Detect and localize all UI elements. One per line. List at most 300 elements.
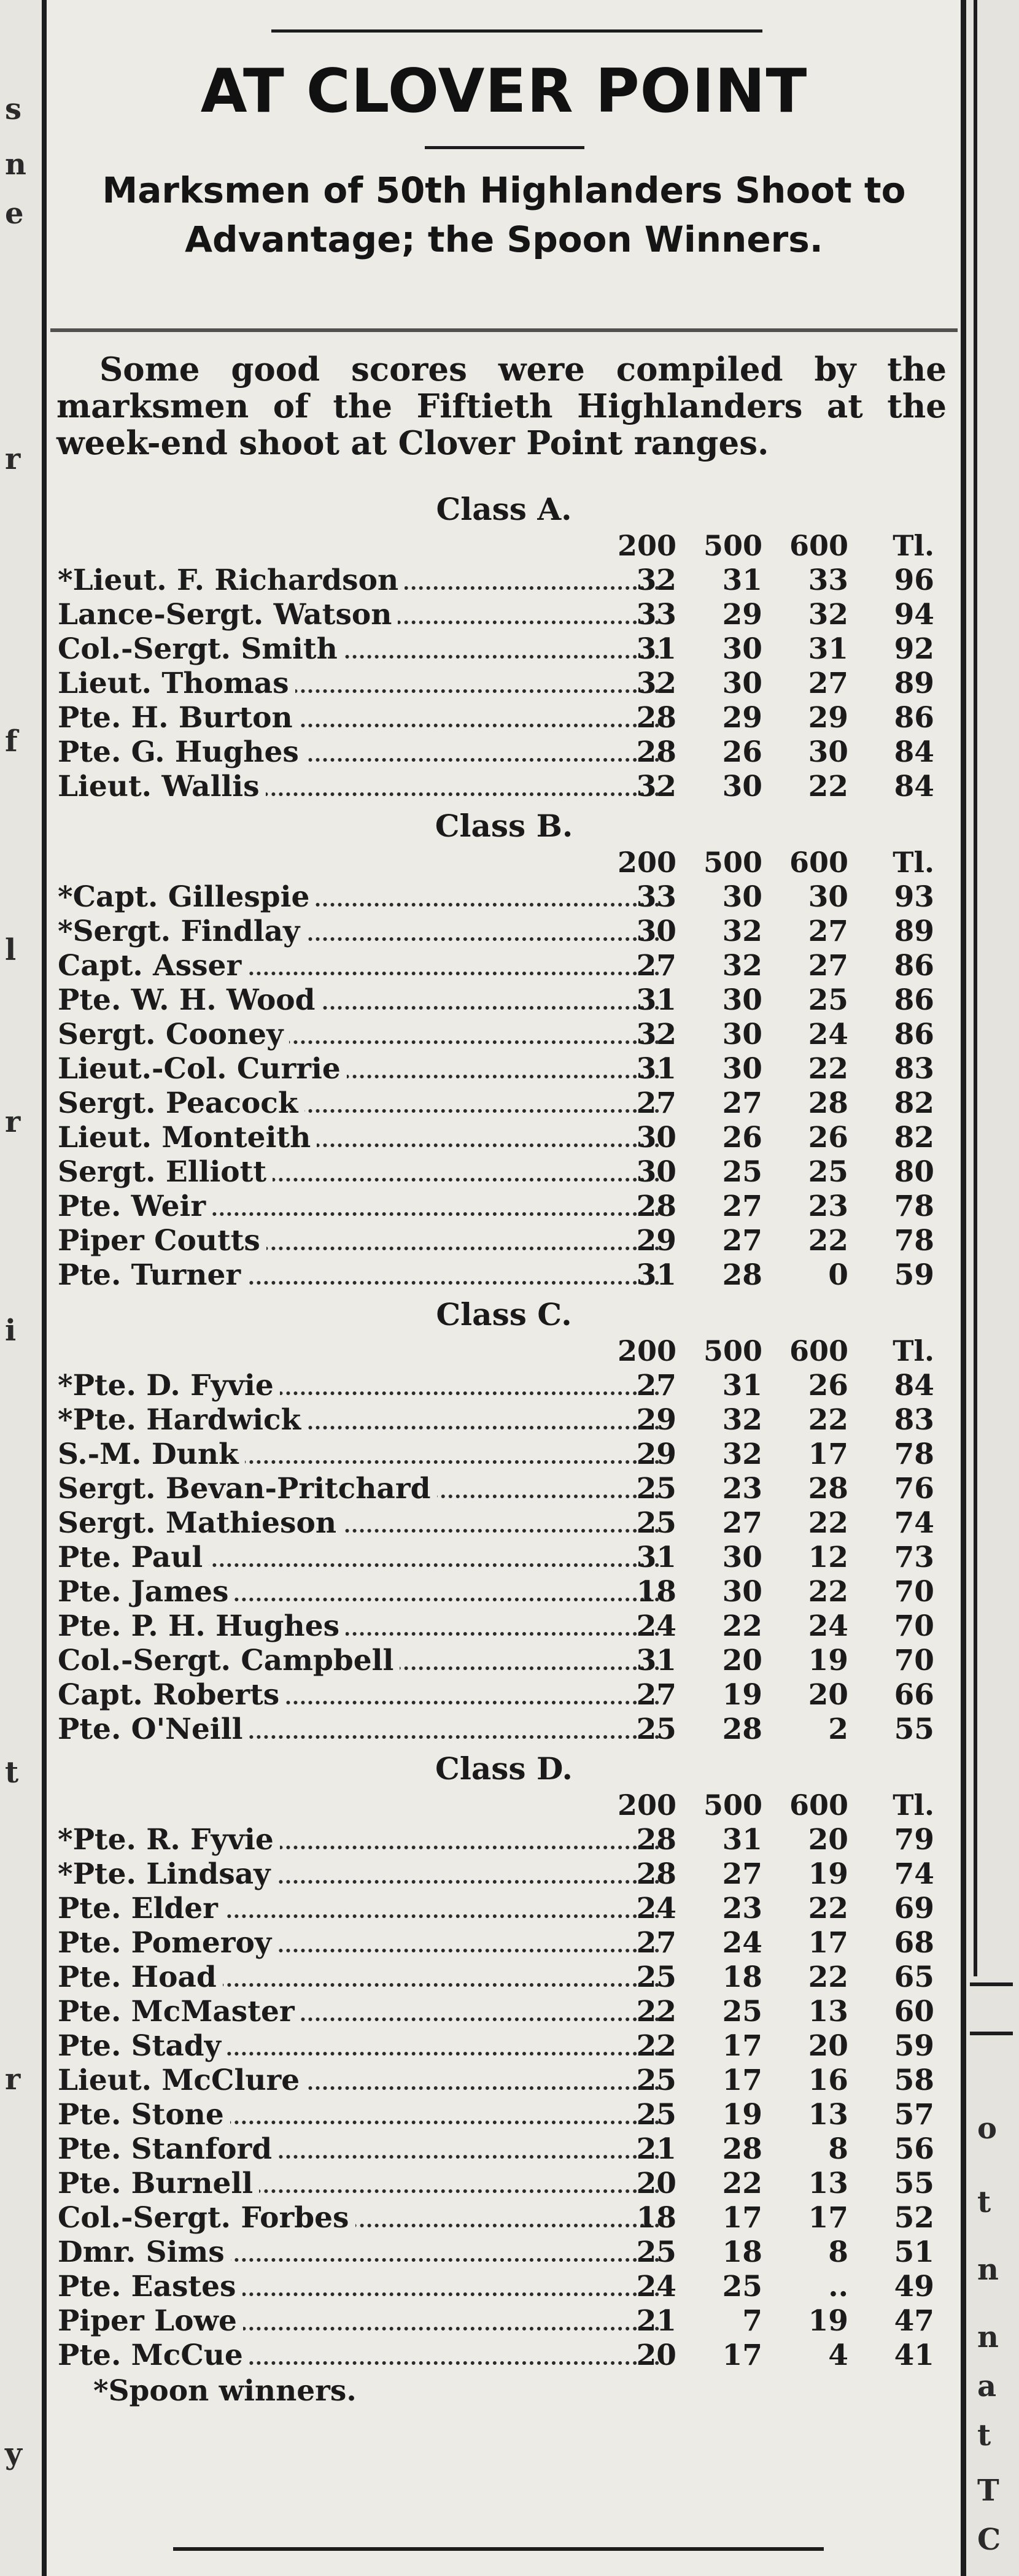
column-header: 500 xyxy=(703,529,762,562)
shooter-name-cell xyxy=(58,1575,659,1609)
score-600: 8 xyxy=(828,2235,848,2269)
score-500: 29 xyxy=(722,701,762,735)
score-500: 30 xyxy=(722,1541,762,1574)
score-row xyxy=(50,1189,958,1224)
score-200: 28 xyxy=(636,1823,676,1857)
score-500: 30 xyxy=(722,667,762,700)
score-500: 17 xyxy=(722,2338,762,2372)
shooter-name-cell xyxy=(58,1403,659,1437)
shooter-name-cell xyxy=(58,2167,659,2200)
score-200: 31 xyxy=(636,1258,676,1292)
shooter-name-cell xyxy=(58,2235,659,2269)
column-header: 600 xyxy=(789,1789,848,1822)
score-total: 78 xyxy=(894,1189,934,1223)
score-total: 89 xyxy=(894,915,934,948)
shooter-name-cell xyxy=(58,701,659,735)
shooter-name: Pte. W. H. Wood xyxy=(58,983,322,1017)
shooter-name: *Lieut. F. Richardson xyxy=(58,563,405,597)
score-500: 18 xyxy=(722,1960,762,1994)
margin-fragment: T xyxy=(977,2474,999,2508)
column-header: 500 xyxy=(703,846,762,879)
score-row xyxy=(50,2167,958,2201)
margin-fragment: r xyxy=(5,2062,21,2097)
score-600: 17 xyxy=(808,1437,848,1471)
shooter-name-cell xyxy=(58,949,659,983)
score-600: 22 xyxy=(808,1575,848,1609)
score-total: 59 xyxy=(894,1258,934,1292)
shooter-name: Piper Coutts xyxy=(58,1224,266,1258)
score-200: 25 xyxy=(636,1472,676,1506)
score-row xyxy=(50,1086,958,1121)
column-header: 200 xyxy=(617,529,676,562)
score-500: 25 xyxy=(722,1155,762,1189)
score-600: 27 xyxy=(808,667,848,700)
score-600: 24 xyxy=(808,1609,848,1643)
score-500: 32 xyxy=(722,1403,762,1437)
shooter-name: Pte. Eastes xyxy=(58,2270,242,2303)
margin-fragment: i xyxy=(5,1313,17,1348)
score-600: 16 xyxy=(808,2064,848,2097)
shooter-name: Sergt. Cooney xyxy=(58,1018,289,1051)
inner-rule xyxy=(974,0,977,1976)
score-row xyxy=(50,949,958,983)
class-heading: Class A. xyxy=(436,491,572,527)
shooter-name: Sergt. Elliott xyxy=(58,1155,273,1189)
class-heading: Class C. xyxy=(436,1296,572,1332)
margin-fragment: s xyxy=(5,92,22,126)
score-200: 33 xyxy=(636,880,676,914)
shooter-name: *Sergt. Findlay xyxy=(58,915,306,948)
margin-fragment: l xyxy=(5,933,17,967)
column-header: 200 xyxy=(617,846,676,879)
shooter-name: *Pte. Hardwick xyxy=(58,1403,307,1437)
score-500: 31 xyxy=(722,1823,762,1857)
shooter-name: Col.-Sergt. Campbell xyxy=(58,1644,400,1677)
score-total: 78 xyxy=(894,1224,934,1258)
score-200: 21 xyxy=(636,2304,676,2338)
shooter-name-cell xyxy=(58,1018,659,1051)
margin-rule xyxy=(970,1982,1013,1986)
shooter-name: Lieut. McClure xyxy=(58,2064,306,2097)
shooter-name-cell xyxy=(58,2029,659,2063)
score-row xyxy=(50,1960,958,1995)
score-200: 31 xyxy=(636,983,676,1017)
score-200: 18 xyxy=(636,1575,676,1609)
score-total: 80 xyxy=(894,1155,934,1189)
shooter-name: Piper Lowe xyxy=(58,2304,243,2338)
score-200: 28 xyxy=(636,701,676,735)
column-header: Tl. xyxy=(893,1789,934,1822)
score-200: 27 xyxy=(636,949,676,983)
margin-fragment: n xyxy=(977,2320,999,2354)
shooter-name: Pte. Elder xyxy=(58,1892,224,1925)
score-600: 22 xyxy=(808,1960,848,1994)
class-heading: Class B. xyxy=(435,808,573,844)
score-500: 27 xyxy=(722,1189,762,1223)
column-header-row xyxy=(50,846,958,880)
score-row xyxy=(50,1121,958,1155)
score-row xyxy=(50,1052,958,1086)
score-500: 32 xyxy=(722,1437,762,1471)
score-500: 17 xyxy=(722,2201,762,2235)
shooter-name-cell xyxy=(58,880,659,914)
score-200: 18 xyxy=(636,2201,676,2235)
score-200: 31 xyxy=(636,1052,676,1086)
bottom-rule xyxy=(173,2547,824,2551)
score-total: 74 xyxy=(894,1506,934,1540)
margin-fragment: n xyxy=(977,2253,999,2287)
column-header: 500 xyxy=(703,1334,762,1367)
shooter-name: Pte. Paul xyxy=(58,1541,209,1574)
score-200: 31 xyxy=(636,632,676,666)
shooter-name: *Pte. Lindsay xyxy=(58,1857,276,1891)
score-total: 70 xyxy=(894,1609,934,1643)
score-600: 13 xyxy=(808,2098,848,2132)
score-500: 30 xyxy=(722,1575,762,1609)
shooter-name: Col.-Sergt. Smith xyxy=(58,632,344,666)
score-500: 30 xyxy=(722,880,762,914)
score-total: 55 xyxy=(894,2167,934,2200)
score-600: 19 xyxy=(808,2304,848,2338)
score-total: 55 xyxy=(894,1712,934,1746)
score-200: 33 xyxy=(636,598,676,632)
shooter-name: Lieut. Thomas xyxy=(58,667,295,700)
score-600: 13 xyxy=(808,1995,848,2029)
score-row xyxy=(50,1155,958,1189)
score-600: 25 xyxy=(808,983,848,1017)
score-600: 22 xyxy=(808,1892,848,1925)
score-200: 27 xyxy=(636,1369,676,1402)
intro-paragraph: Some good scores were compiled by the marksmen of the Fiftieth Highlanders at the week-end shoot at Clover Point ranges. xyxy=(56,350,947,462)
score-total: 70 xyxy=(894,1644,934,1677)
score-row xyxy=(50,2201,958,2235)
shooter-name-cell xyxy=(58,1472,659,1506)
shooter-name: Pte. G. Hughes xyxy=(58,735,305,769)
left-adjacent-column xyxy=(0,0,43,2576)
shooter-name-cell xyxy=(58,735,659,769)
score-row xyxy=(50,2132,958,2167)
shooter-name: Capt. Asser xyxy=(58,949,247,983)
shooter-name-cell xyxy=(58,1926,659,1960)
score-row xyxy=(50,2270,958,2304)
shooter-name: *Pte. R. Fyvie xyxy=(58,1823,280,1857)
score-row xyxy=(50,1224,958,1258)
footnote: *Spoon winners. xyxy=(93,2374,357,2408)
deck-rule xyxy=(50,328,958,332)
score-600: 24 xyxy=(808,1018,848,1051)
shooter-name-cell xyxy=(58,2098,659,2132)
shooter-name: Sergt. Bevan-Pritchard xyxy=(58,1472,437,1506)
score-total: 70 xyxy=(894,1575,934,1609)
score-row xyxy=(50,598,958,632)
score-500: 19 xyxy=(722,1678,762,1712)
shooter-name: *Pte. D. Fyvie xyxy=(58,1369,280,1402)
score-total: 68 xyxy=(894,1926,934,1960)
shooter-name-cell xyxy=(58,1121,659,1155)
shooter-name-cell xyxy=(58,1189,659,1223)
column-header: 500 xyxy=(703,1789,762,1822)
shooter-name: S.-M. Dunk xyxy=(58,1437,245,1471)
score-row xyxy=(50,1892,958,1926)
score-total: 52 xyxy=(894,2201,934,2235)
score-total: 66 xyxy=(894,1678,934,1712)
score-total: 92 xyxy=(894,632,934,666)
score-row xyxy=(50,1926,958,1960)
score-500: 28 xyxy=(722,1712,762,1746)
shooter-name-cell xyxy=(58,1369,659,1402)
score-500: 27 xyxy=(722,1224,762,1258)
score-600: 29 xyxy=(808,701,848,735)
score-row xyxy=(50,1437,958,1472)
column-header-row xyxy=(50,529,958,563)
shooter-name: Pte. Stanford xyxy=(58,2132,278,2166)
margin-fragment: t xyxy=(977,2185,991,2219)
score-row xyxy=(50,667,958,701)
article-column xyxy=(50,0,958,2576)
shooter-name-cell xyxy=(58,1541,659,1574)
score-500: 30 xyxy=(722,1018,762,1051)
score-total: 65 xyxy=(894,1960,934,1994)
score-500: 25 xyxy=(722,2270,762,2303)
score-200: 31 xyxy=(636,1644,676,1677)
shooter-name-cell xyxy=(58,770,659,803)
score-200: 31 xyxy=(636,1541,676,1574)
score-row xyxy=(50,2098,958,2132)
score-total: 58 xyxy=(894,2064,934,2097)
score-row xyxy=(50,1712,958,1747)
score-row xyxy=(50,2064,958,2098)
top-rule xyxy=(271,29,762,33)
margin-fragment: r xyxy=(5,442,21,476)
score-total: 82 xyxy=(894,1121,934,1155)
score-200: 29 xyxy=(636,1403,676,1437)
column-header: 600 xyxy=(789,1334,848,1367)
shooter-name-cell xyxy=(58,1609,659,1643)
score-600: 17 xyxy=(808,1926,848,1960)
score-500: 30 xyxy=(722,770,762,803)
score-total: 49 xyxy=(894,2270,934,2303)
score-row xyxy=(50,2338,958,2373)
shooter-name-cell xyxy=(58,1086,659,1120)
shooter-name: Pte. McCue xyxy=(58,2338,249,2372)
score-200: 27 xyxy=(636,1678,676,1712)
score-600: 25 xyxy=(808,1155,848,1189)
score-row xyxy=(50,1823,958,1857)
column-header: Tl. xyxy=(893,846,934,879)
shooter-name: Col.-Sergt. Forbes xyxy=(58,2201,355,2235)
shooter-name: Pte. McMaster xyxy=(58,1995,301,2029)
score-row xyxy=(50,1857,958,1892)
score-total: 69 xyxy=(894,1892,934,1925)
score-600: 27 xyxy=(808,949,848,983)
shooter-name-cell xyxy=(58,1857,659,1891)
headline: AT CLOVER POINT xyxy=(200,56,808,126)
shooter-name: Lance-Sergt. Watson xyxy=(58,598,398,632)
score-600: 30 xyxy=(808,880,848,914)
score-row xyxy=(50,735,958,770)
column-rule-left xyxy=(42,0,47,2576)
score-500: 31 xyxy=(722,563,762,597)
score-total: 60 xyxy=(894,1995,934,2029)
score-500: 29 xyxy=(722,598,762,632)
score-row xyxy=(50,770,958,804)
score-200: 32 xyxy=(636,1018,676,1051)
score-600: 12 xyxy=(808,1541,848,1574)
shooter-name-cell xyxy=(58,2201,659,2235)
column-header-row xyxy=(50,1789,958,1823)
shooter-name: Pte. Stone xyxy=(58,2098,230,2132)
score-row xyxy=(50,1575,958,1609)
margin-fragment: e xyxy=(5,196,24,231)
shooter-name-cell xyxy=(58,2304,659,2338)
score-total: 78 xyxy=(894,1437,934,1471)
score-200: 24 xyxy=(636,2270,676,2303)
shooter-name-cell xyxy=(58,915,659,948)
shooter-name-cell xyxy=(58,598,659,632)
score-500: 24 xyxy=(722,1926,762,1960)
score-row xyxy=(50,1472,958,1506)
score-total: 79 xyxy=(894,1823,934,1857)
shooter-name: Lieut.-Col. Currie xyxy=(58,1052,347,1086)
shooter-name-cell xyxy=(58,1892,659,1925)
shooter-name: Pte. Turner xyxy=(58,1258,247,1292)
score-total: 94 xyxy=(894,598,934,632)
margin-fragment: t xyxy=(5,1755,19,1790)
score-500: 30 xyxy=(722,632,762,666)
score-row xyxy=(50,880,958,915)
score-200: 25 xyxy=(636,1506,676,1540)
shooter-name: Pte. Burnell xyxy=(58,2167,259,2200)
score-600: 13 xyxy=(808,2167,848,2200)
score-600: 20 xyxy=(808,1678,848,1712)
score-row xyxy=(50,1506,958,1541)
subheadline: Marksmen of 50th Highlanders Shoot to Advantage; the Spoon Winners. xyxy=(102,169,906,260)
score-total: 47 xyxy=(894,2304,934,2338)
score-200: 28 xyxy=(636,735,676,769)
score-200: 24 xyxy=(636,1609,676,1643)
score-total: 74 xyxy=(894,1857,934,1891)
score-200: 22 xyxy=(636,2029,676,2063)
shooter-name-cell xyxy=(58,1258,659,1292)
score-600: 0 xyxy=(828,1258,848,1292)
score-500: 30 xyxy=(722,1052,762,1086)
score-500: 19 xyxy=(722,2098,762,2132)
score-500: 27 xyxy=(722,1857,762,1891)
margin-fragment: a xyxy=(977,2369,997,2404)
score-total: 89 xyxy=(894,667,934,700)
score-200: 25 xyxy=(636,2235,676,2269)
score-total: 83 xyxy=(894,1403,934,1437)
margin-fragment: r xyxy=(5,1105,21,1139)
score-600: 27 xyxy=(808,915,848,948)
score-500: 30 xyxy=(722,983,762,1017)
score-500: 27 xyxy=(722,1086,762,1120)
score-500: 22 xyxy=(722,2167,762,2200)
score-total: 96 xyxy=(894,563,934,597)
score-total: 82 xyxy=(894,1086,934,1120)
score-200: 28 xyxy=(636,1857,676,1891)
score-600: 22 xyxy=(808,1224,848,1258)
score-600: 20 xyxy=(808,1823,848,1857)
score-500: 27 xyxy=(722,1506,762,1540)
shooter-name: Pte. Pomeroy xyxy=(58,1926,277,1960)
score-200: 27 xyxy=(636,1926,676,1960)
score-row xyxy=(50,1995,958,2029)
class-heading: Class D. xyxy=(435,1750,573,1787)
score-500: 25 xyxy=(722,1995,762,2029)
score-row xyxy=(50,1678,958,1712)
score-row xyxy=(50,1644,958,1678)
column-header: Tl. xyxy=(893,1334,934,1367)
score-600: 31 xyxy=(808,632,848,666)
shooter-name: Pte. H. Burton xyxy=(58,701,299,735)
shooter-name: Pte. Hoad xyxy=(58,1960,223,1994)
score-500: 31 xyxy=(722,1369,762,1402)
shooter-name: *Capt. Gillespie xyxy=(58,880,316,914)
score-row xyxy=(50,701,958,735)
column-header: 600 xyxy=(789,846,848,879)
score-500: 23 xyxy=(722,1472,762,1506)
shooter-name: Pte. Weir xyxy=(58,1189,212,1223)
margin-fragment: n xyxy=(5,147,26,182)
shooter-name-cell xyxy=(58,563,659,597)
score-200: 30 xyxy=(636,1121,676,1155)
column-header: 200 xyxy=(617,1789,676,1822)
right-adjacent-column xyxy=(966,0,1019,2576)
score-600: 22 xyxy=(808,1506,848,1540)
column-header: 600 xyxy=(789,529,848,562)
score-200: 22 xyxy=(636,1995,676,2029)
shooter-name-cell xyxy=(58,1506,659,1540)
score-600: 4 xyxy=(828,2338,848,2372)
score-200: 32 xyxy=(636,563,676,597)
score-row xyxy=(50,1258,958,1293)
score-600: 32 xyxy=(808,598,848,632)
score-row xyxy=(50,632,958,667)
score-200: 30 xyxy=(636,915,676,948)
score-row xyxy=(50,2304,958,2338)
column-header: 200 xyxy=(617,1334,676,1367)
shooter-name-cell xyxy=(58,2338,659,2372)
shooter-name-cell xyxy=(58,1644,659,1677)
score-600: 30 xyxy=(808,735,848,769)
score-600: 8 xyxy=(828,2132,848,2166)
headline-rule xyxy=(425,146,584,149)
column-header: Tl. xyxy=(893,529,934,562)
score-200: 27 xyxy=(636,1086,676,1120)
score-total: 76 xyxy=(894,1472,934,1506)
shooter-name-cell xyxy=(58,983,659,1017)
shooter-name: Lieut. Wallis xyxy=(58,770,266,803)
shooter-name-cell xyxy=(58,1678,659,1712)
score-600: 28 xyxy=(808,1472,848,1506)
score-600: 26 xyxy=(808,1369,848,1402)
shooter-name: Lieut. Monteith xyxy=(58,1121,317,1155)
score-600: 20 xyxy=(808,2029,848,2063)
score-500: 7 xyxy=(742,2304,762,2338)
score-total: 41 xyxy=(894,2338,934,2372)
score-total: 84 xyxy=(894,770,934,803)
shooter-name: Sergt. Mathieson xyxy=(58,1506,343,1540)
margin-fragment: C xyxy=(977,2523,1001,2557)
score-200: 25 xyxy=(636,2098,676,2132)
score-row xyxy=(50,1609,958,1644)
score-row xyxy=(50,563,958,598)
shooter-name-cell xyxy=(58,2064,659,2097)
margin-fragment: t xyxy=(977,2418,991,2453)
score-600: 22 xyxy=(808,1403,848,1437)
margin-rule xyxy=(970,2032,1013,2035)
